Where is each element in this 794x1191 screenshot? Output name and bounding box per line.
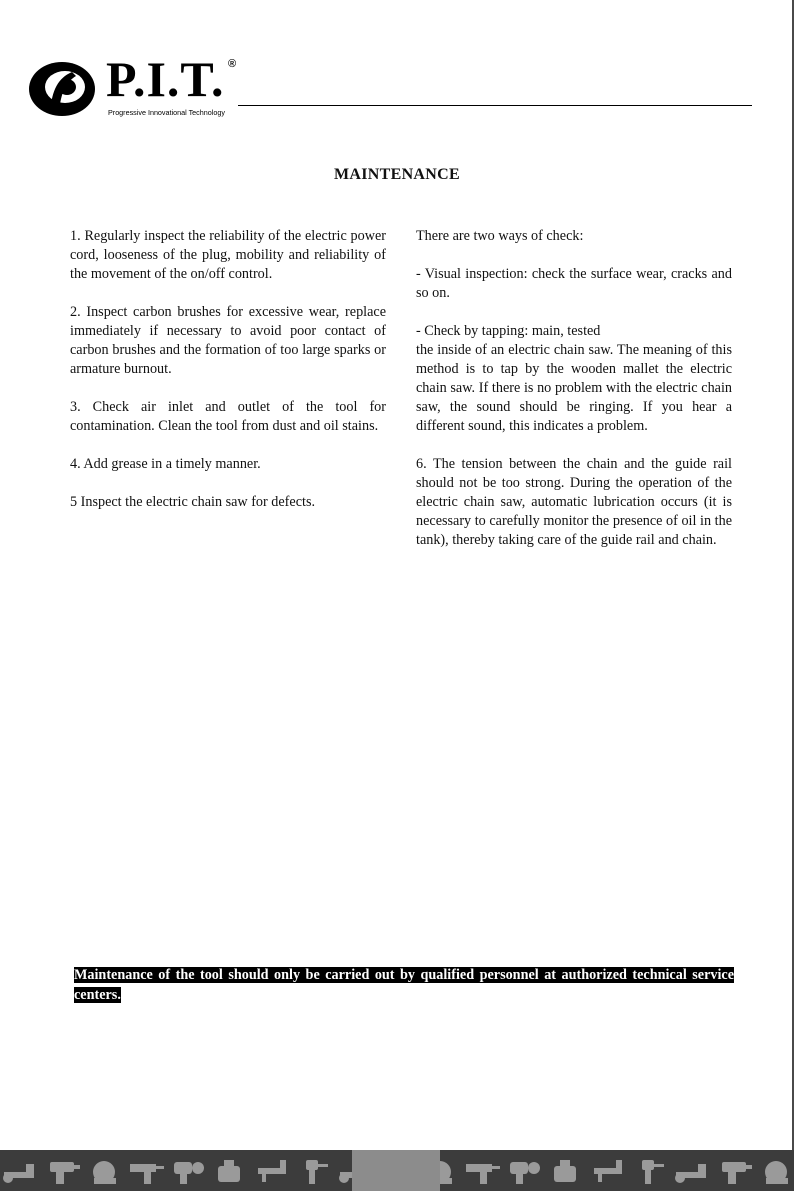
footer-page-tab (352, 1150, 440, 1191)
drill-icon (44, 1156, 82, 1186)
page-title: MAINTENANCE (334, 166, 460, 183)
angle-grinder-icon (674, 1156, 712, 1186)
jigsaw-icon (254, 1156, 292, 1186)
visual-inspection: - Visual inspection: check the surface wear, cracks and so on. (416, 266, 732, 301)
hammer-drill-icon (464, 1156, 502, 1186)
jigsaw-icon (590, 1156, 628, 1186)
maintenance-item-2: 2. Inspect carbon brushes for excessive wear, replace immediately if necessary to avoid poor contact of carbon brushes and the formation of too large sparks or armature burnout. (70, 304, 386, 377)
maintenance-item-1: 1. Regularly inspect the reliability of the electric power cord, looseness of the plug, mobility and reliability of the movement of the on/off control. (70, 228, 386, 282)
screwdriver-icon (296, 1156, 334, 1186)
brand-tagline: Progressive Innovational Technology (108, 108, 225, 117)
brand-name: P.I.T. (106, 51, 225, 107)
screwdriver-icon (632, 1156, 670, 1186)
check-intro: There are two ways of check: (416, 228, 584, 244)
impact-wrench-icon (506, 1156, 544, 1186)
tapping-check-body: the inside of an electric chain saw. The meaning of this method is to tap by the wooden mallet the electric chain saw. If there is no problem with the electric chain saw, the sound should be ringing. If you hear a different sound, this indicates a problem. (416, 342, 732, 434)
header-divider (238, 105, 752, 106)
tapping-check-first-line: - Check by tapping: main, tested (416, 323, 601, 339)
sander-icon (548, 1156, 586, 1186)
circular-saw-icon (758, 1156, 794, 1186)
maintenance-item-3: 3. Check air inlet and outlet of the tool for contamination. Clean the tool from dust and oil stains. (70, 399, 386, 434)
angle-grinder-icon (2, 1156, 40, 1186)
sander-icon (212, 1156, 250, 1186)
pit-logo-icon (28, 60, 96, 118)
service-notice (74, 965, 734, 1005)
service-notice-text: Maintenance of the tool should only be carried out by qualified personnel at authorized technical service centers. (74, 967, 734, 1003)
impact-wrench-icon (170, 1156, 208, 1186)
drill-icon (716, 1156, 754, 1186)
maintenance-item-4: 4. Add grease in a timely manner. (70, 456, 261, 472)
circular-saw-icon (86, 1156, 124, 1186)
maintenance-item-6: 6. The tension between the chain and the guide rail should not be too strong. During the operation of the electric chain saw, automatic lubrication occurs (it is necessary to carefully monitor the presence of oil in the tank), thereby taking care of the guide rail and chain. (416, 456, 732, 548)
footer-band (0, 1150, 794, 1191)
registered-mark: ® (228, 58, 237, 70)
tapping-check (416, 322, 732, 436)
right-column (416, 227, 732, 569)
left-column (70, 227, 386, 531)
maintenance-item-5: 5 Inspect the electric chain saw for defects. (70, 494, 316, 510)
hammer-drill-icon (128, 1156, 166, 1186)
